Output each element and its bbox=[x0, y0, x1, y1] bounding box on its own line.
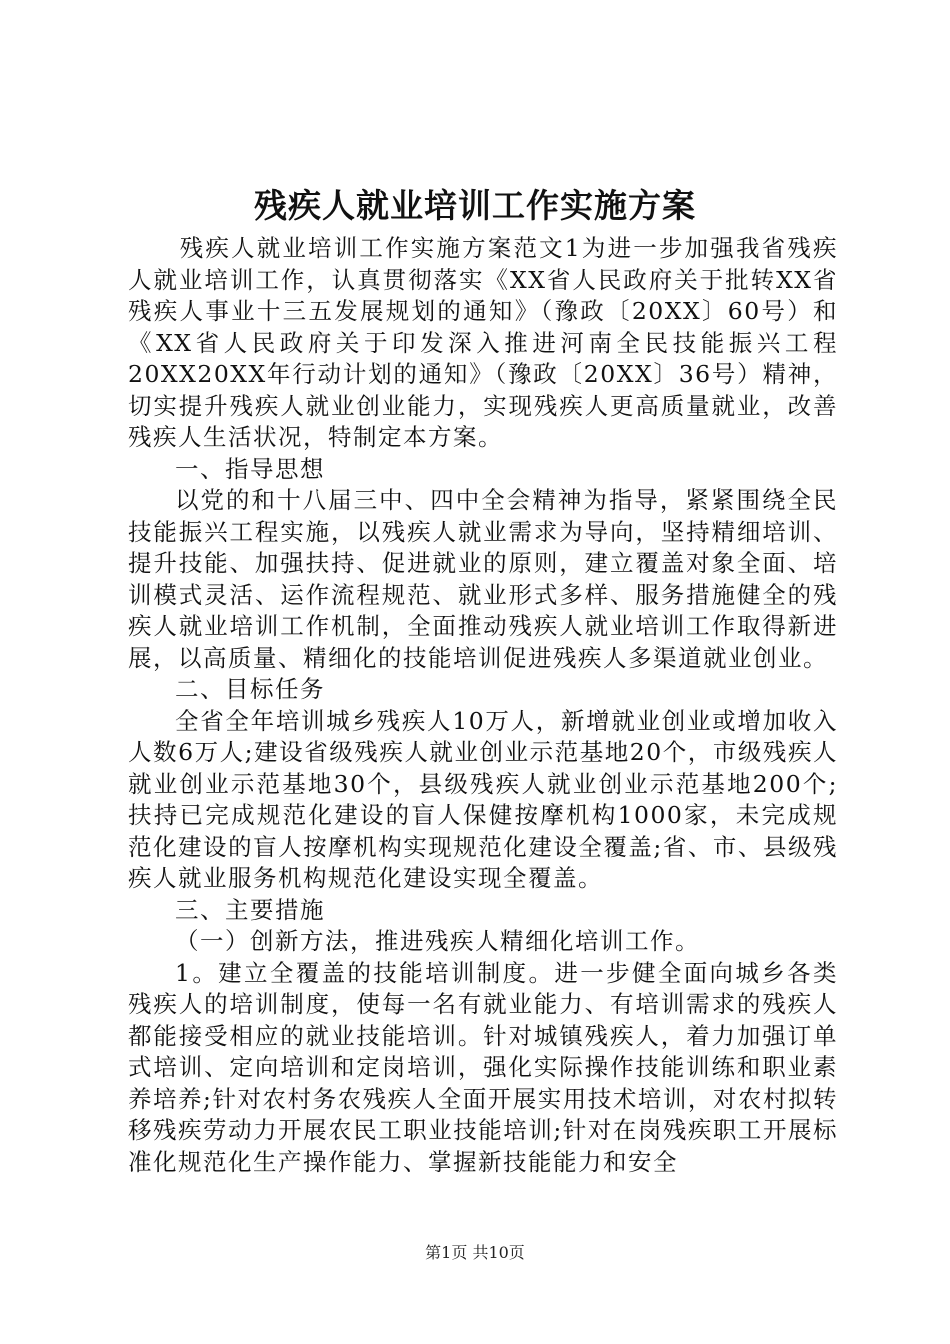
page-footer: 第1页 共10页 bbox=[425, 1243, 525, 1262]
document-body bbox=[128, 233, 838, 1178]
section-heading-goals: 二、目标任务 bbox=[175, 675, 325, 703]
document-title: 残疾人就业培训工作实施方案 bbox=[254, 186, 696, 225]
measure-1-paragraph: 1。建立全覆盖的技能培训制度。进一步健全面向城乡各类残疾人的培训制度，使每一名有就业能力、有培训需求的残疾人都能接受相应的就业技能培训。针对城镇残疾人，着力加强订单式培训、定向培训和定岗培训，强化实际操作技能训练和职业素养培养;针对农村务农残疾人全面开展实用技术培训，对农村拟转移残疾劳动力开展农民工职业技能培训;针对在岗残疾职工开展标准化规范化生产操作能力、掌握新技能能力和安全 bbox=[128, 958, 838, 1176]
section-heading-measures: 三、主要措施 bbox=[175, 895, 325, 924]
guiding-ideology-paragraph: 以党的和十八届三中、四中全会精神为指导，紧紧围绕全民技能振兴工程实施，以残疾人就业需求为导向，坚持精细培训、提升技能、加强扶持、促进就业的原则，建立覆盖对象全面、培训模式灵活、运作流程规范、就业形式多样、服务措施健全的残疾人就业培训工作机制，全面推动残疾人就业培训工作取得新进展，以高质量、精细化的技能培训促进残疾人多渠道就业创业。 bbox=[128, 486, 838, 672]
subsection-heading-innovation: （一）创新方法，推进残疾人精细化培训工作。 bbox=[175, 927, 700, 955]
goals-paragraph: 全省全年培训城乡残疾人10万人，新增就业创业或增加收入人数6万人;建设省级残疾人就业创业示范基地20个，市级残疾人就业创业示范基地30个，县级残疾人就业创业示范基地200个;扶持已完成规范化建设的盲人保健按摩机构1000家，未完成规范化建设的盲人按摩机构实现规范化建设全覆盖;省、市、县级残疾人就业服务机构规范化建设实现全覆盖。 bbox=[128, 706, 838, 892]
section-heading-guiding-ideology: 一、指导思想 bbox=[175, 454, 325, 483]
intro-paragraph: 残疾人就业培训工作实施方案范文1为进一步加强我省残疾人就业培训工作，认真贯彻落实《XX省人民政府关于批转XX省残疾人事业十三五发展规划的通知》（豫政〔20XX〕60号）和《XX省人民政府关于印发深入推进河南全民技能振兴工程20XX20XX年行动计划的通知》（豫政〔20XX〕36号）精神，切实提升残疾人就业创业能力，实现残疾人更高质量就业，改善残疾人生活状况，特制定本方案。 bbox=[128, 234, 838, 451]
